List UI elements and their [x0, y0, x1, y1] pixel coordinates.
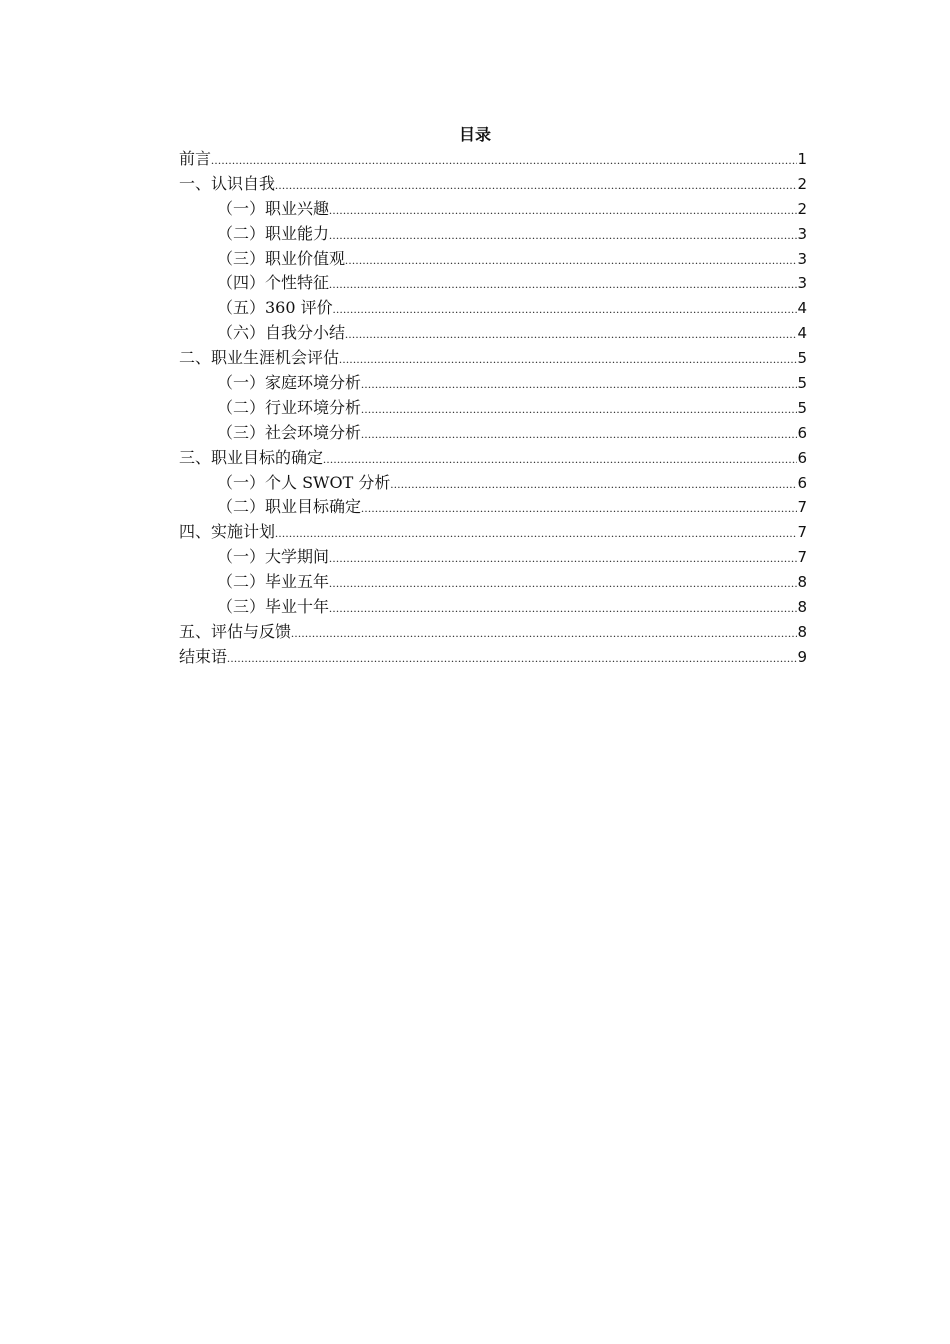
- toc-entry-label: （一）大学期间: [217, 547, 330, 567]
- toc-entry-page-number: 8: [797, 573, 807, 592]
- toc-dot-leader: [361, 422, 797, 447]
- toc-entry[interactable]: [179, 222, 807, 247]
- toc-dot-leader: [329, 223, 797, 248]
- toc-entry-page-number: 2: [797, 199, 807, 218]
- toc-entry-page-number: 3: [797, 224, 807, 243]
- toc-dot-leader: [227, 646, 797, 671]
- toc-entry-label: （二）毕业五年: [217, 572, 330, 592]
- toc-entry-page-number: 7: [797, 498, 807, 517]
- toc-entry-page-number: 5: [797, 374, 807, 393]
- toc-entry[interactable]: [179, 197, 807, 222]
- toc-entry-label: （四）个性特征: [217, 273, 330, 293]
- toc-entry-label: （一）个人 SWOT 分析: [217, 472, 391, 492]
- toc-entry-label: （二）职业能力: [217, 223, 330, 243]
- toc-entry-page-number: 2: [797, 174, 807, 193]
- toc-title: 目录: [458, 125, 491, 144]
- toc-dot-leader: [361, 397, 797, 422]
- toc-entry-label: 一、认识自我: [179, 173, 276, 193]
- toc-dot-leader: [323, 447, 797, 472]
- toc-entry-label: 结束语: [179, 646, 228, 666]
- toc-entry[interactable]: [179, 645, 807, 670]
- toc-dot-leader: [329, 198, 797, 223]
- toc-dot-leader: [275, 521, 797, 546]
- toc-entry-page-number: 8: [797, 598, 807, 617]
- toc-dot-leader: [361, 496, 797, 521]
- toc-entry-page-number: 4: [797, 324, 807, 343]
- toc-entry[interactable]: [179, 296, 807, 321]
- toc-entry-page-number: 6: [797, 448, 807, 467]
- toc-entry[interactable]: [179, 346, 807, 371]
- toc-entry-page-number: 7: [797, 548, 807, 567]
- toc-entry[interactable]: [179, 595, 807, 620]
- toc-dot-leader: [345, 248, 797, 273]
- toc-entry-label: 二、职业生涯机会评估: [179, 348, 340, 368]
- toc-dot-leader: [333, 297, 798, 322]
- toc-entry-page-number: 6: [797, 423, 807, 442]
- toc-entry-page-number: 5: [797, 349, 807, 368]
- toc-dot-leader: [211, 148, 797, 173]
- toc-entry[interactable]: [179, 396, 807, 421]
- toc-dot-leader: [275, 173, 797, 198]
- toc-entry-page-number: 5: [797, 398, 807, 417]
- toc-entry[interactable]: [179, 545, 807, 570]
- toc-dot-leader: [329, 596, 797, 621]
- toc-entry[interactable]: [179, 247, 807, 272]
- toc-entry-page-number: 1: [797, 150, 807, 168]
- toc-entry-page-number: 8: [797, 622, 807, 641]
- toc-entry[interactable]: [179, 620, 807, 645]
- toc-dot-leader: [361, 372, 797, 397]
- toc-entry[interactable]: [179, 371, 807, 396]
- toc-entry-label: （五）360 评价: [217, 298, 333, 318]
- toc-entry-label: 四、实施计划: [179, 522, 276, 542]
- toc-entry-page-number: 6: [797, 473, 807, 492]
- toc-dot-leader: [329, 571, 797, 596]
- toc-dot-leader: [345, 322, 797, 347]
- toc-entry[interactable]: [179, 172, 807, 197]
- toc-entry-label: （三）毕业十年: [217, 597, 330, 617]
- toc-entry-label: 前言: [179, 149, 212, 168]
- toc-dot-leader: [390, 472, 797, 497]
- toc-entry[interactable]: [179, 570, 807, 595]
- toc-entry[interactable]: [179, 495, 807, 520]
- toc-entry-label: （一）职业兴趣: [217, 198, 330, 218]
- toc-entry-label: 三、职业目标的确定: [179, 447, 324, 467]
- toc-entry[interactable]: [179, 421, 807, 446]
- toc-entry[interactable]: [179, 271, 807, 296]
- toc-entry[interactable]: [179, 147, 807, 172]
- toc-entry[interactable]: [179, 471, 807, 496]
- toc-dot-leader: [329, 272, 797, 297]
- toc-entry-label: 五、评估与反馈: [179, 621, 292, 641]
- toc-entry[interactable]: [179, 321, 807, 346]
- toc-entry-label: （三）社会环境分析: [217, 422, 362, 442]
- toc-dot-leader: [329, 546, 797, 571]
- toc-entry-page-number: 3: [797, 274, 807, 293]
- toc-entry-page-number: 3: [797, 249, 807, 268]
- toc-entry-label: （二）行业环境分析: [217, 397, 362, 417]
- toc-dot-leader: [291, 621, 797, 646]
- toc-dot-leader: [339, 347, 797, 372]
- toc-entry[interactable]: [179, 520, 807, 545]
- table-of-contents: [179, 147, 807, 670]
- toc-entry-label: （一）家庭环境分析: [217, 373, 362, 393]
- toc-entry-page-number: 7: [797, 523, 807, 542]
- toc-entry-label: （六）自我分小结: [217, 323, 346, 343]
- toc-entry-page-number: 9: [797, 647, 807, 666]
- toc-entry-page-number: 4: [797, 299, 807, 318]
- toc-entry[interactable]: [179, 446, 807, 471]
- toc-entry-label: （三）职业价值观: [217, 248, 346, 268]
- toc-entry-label: （二）职业目标确定: [217, 497, 362, 517]
